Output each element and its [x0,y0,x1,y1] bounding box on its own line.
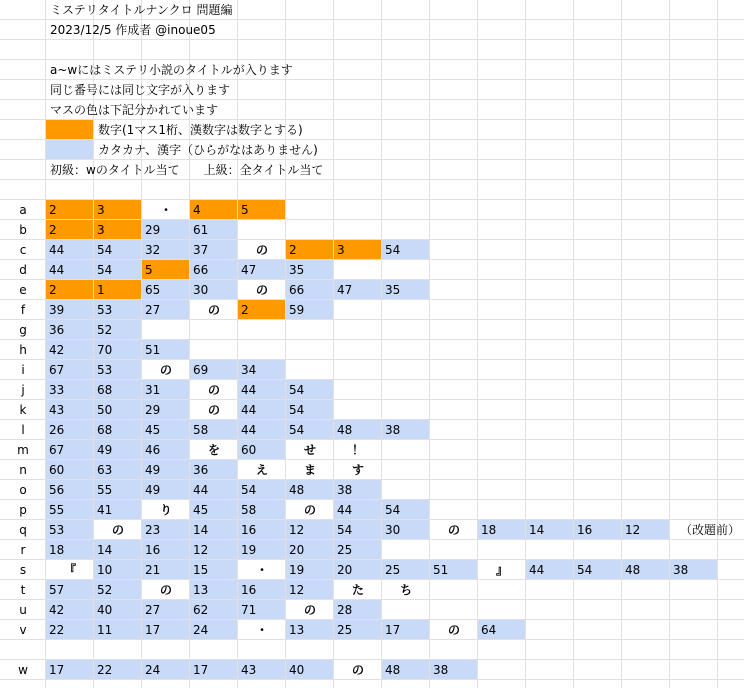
puzzle-cell[interactable]: 61 [193,223,209,237]
puzzle-cell[interactable]: 68 [97,383,113,397]
row-label-b: b [19,223,27,237]
col-gridline [717,0,718,688]
puzzle-cell[interactable]: の [159,583,172,597]
puzzle-cell[interactable]: 47 [337,283,353,297]
puzzle-cell[interactable]: 66 [289,283,305,297]
puzzle-cell[interactable]: 38 [337,483,353,497]
puzzle-cell[interactable]: 54 [385,503,401,517]
puzzle-cell[interactable]: 35 [385,283,401,297]
row-label-e: e [19,283,27,297]
puzzle-cell[interactable]: 64 [481,623,497,637]
puzzle-cell[interactable]: 45 [145,423,161,437]
puzzle-cell[interactable]: 44 [49,243,65,257]
row-label-d: d [19,263,27,277]
row-label-m: m [17,443,29,457]
puzzle-cell[interactable]: 54 [97,263,113,277]
puzzle-cell[interactable]: 68 [97,423,113,437]
row-label-k: k [19,403,27,417]
puzzle-cell[interactable]: 55 [97,483,113,497]
row-label-q: q [19,523,27,537]
puzzle-cell[interactable]: を [207,443,220,457]
puzzle-cell[interactable]: 45 [193,503,209,517]
puzzle-cell[interactable]: 63 [97,463,113,477]
puzzle-cell[interactable]: 43 [241,663,257,677]
puzzle-cell[interactable]: 12 [625,523,641,537]
puzzle-cell[interactable]: 27 [145,603,161,617]
puzzle-cell[interactable]: の [111,523,124,537]
puzzle-cell[interactable]: 32 [145,243,161,257]
puzzle-cell[interactable]: の [207,383,220,397]
puzzle-cell[interactable]: 48 [625,563,641,577]
puzzle-cell[interactable]: 17 [145,623,161,637]
puzzle-cell[interactable]: 71 [241,603,257,617]
puzzle-cell[interactable]: 53 [97,303,113,317]
puzzle-cell[interactable]: 22 [97,663,113,677]
puzzle-cell[interactable]: 47 [241,263,257,277]
puzzle-cell[interactable]: 10 [97,563,113,577]
puzzle-cell[interactable]: 51 [145,343,161,357]
puzzle-cell[interactable]: 38 [385,423,401,437]
puzzle-cell[interactable]: 65 [145,283,161,297]
puzzle-cell[interactable]: 14 [193,523,209,537]
puzzle-cell[interactable]: 35 [289,263,305,277]
puzzle-cell[interactable]: 14 [529,523,545,537]
puzzle-cell[interactable]: 44 [193,483,209,497]
puzzle-cell[interactable]: 54 [289,383,305,397]
puzzle-cell[interactable]: 46 [145,443,161,457]
puzzle-cell[interactable]: 52 [97,583,113,597]
puzzle-cell[interactable]: 29 [145,223,161,237]
puzzle-cell[interactable]: 16 [241,523,257,537]
row-label-r: r [20,543,26,557]
puzzle-cell[interactable]: 2 [49,223,57,237]
header-line: マスの色は下記分かれています [50,103,219,117]
puzzle-cell[interactable]: 24 [193,623,209,637]
legend-label: カタカナ、漢字（ひらがなはありません) [98,143,318,157]
puzzle-cell[interactable]: 3 [97,223,105,237]
puzzle-cell[interactable]: す [351,463,364,477]
puzzle-cell[interactable]: 26 [49,423,65,437]
puzzle-cell[interactable]: 53 [97,363,113,377]
puzzle-cell[interactable]: 19 [289,563,305,577]
puzzle-cell[interactable]: 54 [337,523,353,537]
puzzle-cell[interactable]: 14 [97,543,113,557]
row-label-p: p [19,503,27,517]
puzzle-cell[interactable]: の [447,523,460,537]
puzzle-cell[interactable]: 60 [241,443,257,457]
puzzle-cell[interactable]: 30 [193,283,209,297]
row-label-i: i [21,363,25,377]
puzzle-cell[interactable]: 39 [49,303,65,317]
puzzle-cell[interactable]: 25 [337,623,353,637]
puzzle-cell[interactable]: 17 [193,663,209,677]
col-gridline [669,0,670,688]
puzzle-cell[interactable]: 44 [241,403,257,417]
puzzle-cell[interactable]: 48 [289,483,305,497]
puzzle-cell[interactable]: 33 [49,383,65,397]
puzzle-cell[interactable]: 24 [145,663,161,677]
puzzle-cell[interactable]: 37 [193,243,209,257]
puzzle-cell[interactable]: 12 [289,523,305,537]
puzzle-cell[interactable]: 44 [529,563,545,577]
puzzle-cell[interactable]: 54 [241,483,257,497]
puzzle-cell[interactable]: 36 [49,323,65,337]
puzzle-cell[interactable]: 55 [49,503,65,517]
row-label-a: a [19,203,27,217]
puzzle-cell[interactable]: 54 [385,243,401,257]
puzzle-cell[interactable]: の [207,303,220,317]
puzzle-cell[interactable]: 5 [145,263,153,277]
puzzle-cell[interactable]: 58 [241,503,257,517]
puzzle-cell[interactable]: の [447,623,460,637]
puzzle-cell[interactable]: 16 [145,543,161,557]
puzzle-cell[interactable]: の [303,503,316,517]
puzzle-cell[interactable]: 49 [145,483,161,497]
puzzle-cell[interactable]: 59 [289,303,305,317]
puzzle-cell[interactable]: 18 [49,543,65,557]
row-label-v: v [19,623,27,637]
puzzle-cell[interactable]: 49 [97,443,113,457]
puzzle-cell[interactable]: 36 [193,463,209,477]
puzzle-cell[interactable]: 58 [193,423,209,437]
puzzle-cell[interactable]: の [255,283,268,297]
puzzle-cell[interactable]: ・ [255,563,268,577]
header-line: 同じ番号には同じ文字が入ります [50,83,231,97]
puzzle-cell[interactable]: 51 [433,563,449,577]
puzzle-cell[interactable]: ・ [159,203,172,217]
puzzle-cell[interactable]: 69 [193,363,209,377]
puzzle-cell[interactable]: の [303,603,316,617]
puzzle-cell[interactable]: 40 [289,663,305,677]
puzzle-cell[interactable]: 25 [337,543,353,557]
puzzle-cell[interactable]: の [351,663,364,677]
row-label-j: j [21,383,25,397]
puzzle-cell[interactable]: 60 [49,463,65,477]
puzzle-cell[interactable]: 52 [97,323,113,337]
puzzle-cell[interactable]: の [159,363,172,377]
puzzle-cell[interactable]: 22 [49,623,65,637]
puzzle-cell[interactable]: の [207,403,220,417]
row-label-h: h [19,343,27,357]
puzzle-cell[interactable]: ま [303,463,316,477]
col-gridline [573,0,574,688]
puzzle-cell[interactable]: 50 [97,403,113,417]
puzzle-cell[interactable]: 20 [337,563,353,577]
row-label-f: f [20,303,26,317]
puzzle-cell[interactable]: 2 [49,283,57,297]
puzzle-cell[interactable]: 44 [49,263,65,277]
puzzle-cell[interactable]: ち [399,583,412,597]
puzzle-cell[interactable]: 70 [97,343,113,357]
puzzle-cell[interactable]: 54 [289,403,305,417]
header-line: 2023/12/5 作成者 @inoue05 [50,23,216,37]
puzzle-cell[interactable]: 2 [289,243,297,257]
puzzle-cell[interactable]: 16 [577,523,593,537]
puzzle-cell[interactable]: 5 [241,203,249,217]
row-label-g: g [19,323,27,337]
puzzle-cell[interactable]: 12 [193,543,209,557]
puzzle-cell[interactable]: 44 [241,383,257,397]
puzzle-cell[interactable]: 53 [49,523,65,537]
row-label-w: w [18,663,28,677]
puzzle-cell[interactable]: 41 [97,503,113,517]
puzzle-cell[interactable]: 54 [289,423,305,437]
puzzle-cell[interactable]: 62 [193,603,209,617]
puzzle-cell[interactable]: 12 [289,583,305,597]
header-line: ミステリタイトルナンクロ 問題編 [50,3,233,17]
puzzle-cell[interactable]: 44 [337,503,353,517]
puzzle-cell[interactable]: え [255,463,268,477]
puzzle-cell[interactable]: 17 [49,663,65,677]
row-label-u: u [19,603,27,617]
row-label-n: n [19,463,27,477]
puzzle-cell[interactable]: 31 [145,383,161,397]
puzzle-cell[interactable]: 42 [49,603,65,617]
puzzle-cell[interactable]: 42 [49,343,65,357]
note-original-title: （改題前） [680,523,741,537]
puzzle-cell[interactable]: 28 [337,603,353,617]
col-gridline [477,0,478,688]
puzzle-cell[interactable]: 54 [577,563,593,577]
puzzle-cell[interactable]: 19 [241,543,257,557]
col-gridline [525,0,526,688]
puzzle-cell[interactable]: 54 [97,243,113,257]
puzzle-cell[interactable]: 13 [193,583,209,597]
legend-label: 数字(1マス1桁、漢数字は数字とする) [98,123,303,137]
level-instructions: 初級：wのタイトル当て 上級：全タイトル当て [50,163,324,177]
puzzle-cell[interactable]: 3 [97,203,105,217]
puzzle-cell[interactable]: 『 [63,563,76,577]
header-line: a~wにはミステリ小説のタイトルが入ります [50,63,293,77]
row-label-t: t [20,583,26,597]
puzzle-cell[interactable]: 4 [193,203,201,217]
puzzle-cell[interactable]: 23 [145,523,161,537]
col-gridline [621,0,622,688]
puzzle-cell[interactable]: 67 [49,363,65,377]
puzzle-cell[interactable]: り [159,503,172,517]
legend-swatch-num [46,120,93,139]
puzzle-cell[interactable]: 27 [145,303,161,317]
legend-swatch-kana [46,140,93,159]
puzzle-cell[interactable]: 』 [495,563,508,577]
puzzle-cell[interactable]: ・ [255,623,268,637]
puzzle-cell[interactable]: ！ [351,443,364,457]
puzzle-cell[interactable]: 2 [49,203,57,217]
puzzle-cell[interactable]: 11 [97,623,113,637]
puzzle-cell[interactable]: の [255,243,268,257]
puzzle-cell[interactable]: 34 [241,363,257,377]
row-label-c: c [19,243,27,257]
puzzle-cell[interactable]: 2 [241,303,249,317]
puzzle-cell[interactable]: 48 [337,423,353,437]
puzzle-cell[interactable]: 57 [49,583,65,597]
puzzle-cell[interactable]: 29 [145,403,161,417]
puzzle-cell[interactable]: 67 [49,443,65,457]
puzzle-cell[interactable]: 56 [49,483,65,497]
puzzle-cell[interactable]: 48 [385,663,401,677]
puzzle-cell[interactable]: 38 [433,663,449,677]
puzzle-cell[interactable]: 1 [97,283,105,297]
row-label-s: s [19,563,27,577]
row-label-l: l [21,423,25,437]
puzzle-cell[interactable]: 38 [673,563,689,577]
puzzle-cell[interactable]: 3 [337,243,345,257]
puzzle-cell[interactable]: 15 [193,563,209,577]
puzzle-cell[interactable]: 25 [385,563,401,577]
puzzle-cell[interactable]: せ [303,443,316,457]
puzzle-cell[interactable]: 44 [241,423,257,437]
puzzle-cell[interactable]: 17 [385,623,401,637]
puzzle-cell[interactable]: 20 [289,543,305,557]
puzzle-cell[interactable]: 43 [49,403,65,417]
puzzle-cell[interactable]: 30 [385,523,401,537]
puzzle-cell[interactable]: 13 [289,623,305,637]
puzzle-cell[interactable]: 21 [145,563,161,577]
puzzle-cell[interactable]: 40 [97,603,113,617]
row-label-o: o [19,483,27,497]
puzzle-cell[interactable]: 16 [241,583,257,597]
puzzle-cell[interactable]: 66 [193,263,209,277]
puzzle-cell[interactable]: 49 [145,463,161,477]
puzzle-cell[interactable]: 18 [481,523,497,537]
puzzle-cell[interactable]: た [351,583,364,597]
